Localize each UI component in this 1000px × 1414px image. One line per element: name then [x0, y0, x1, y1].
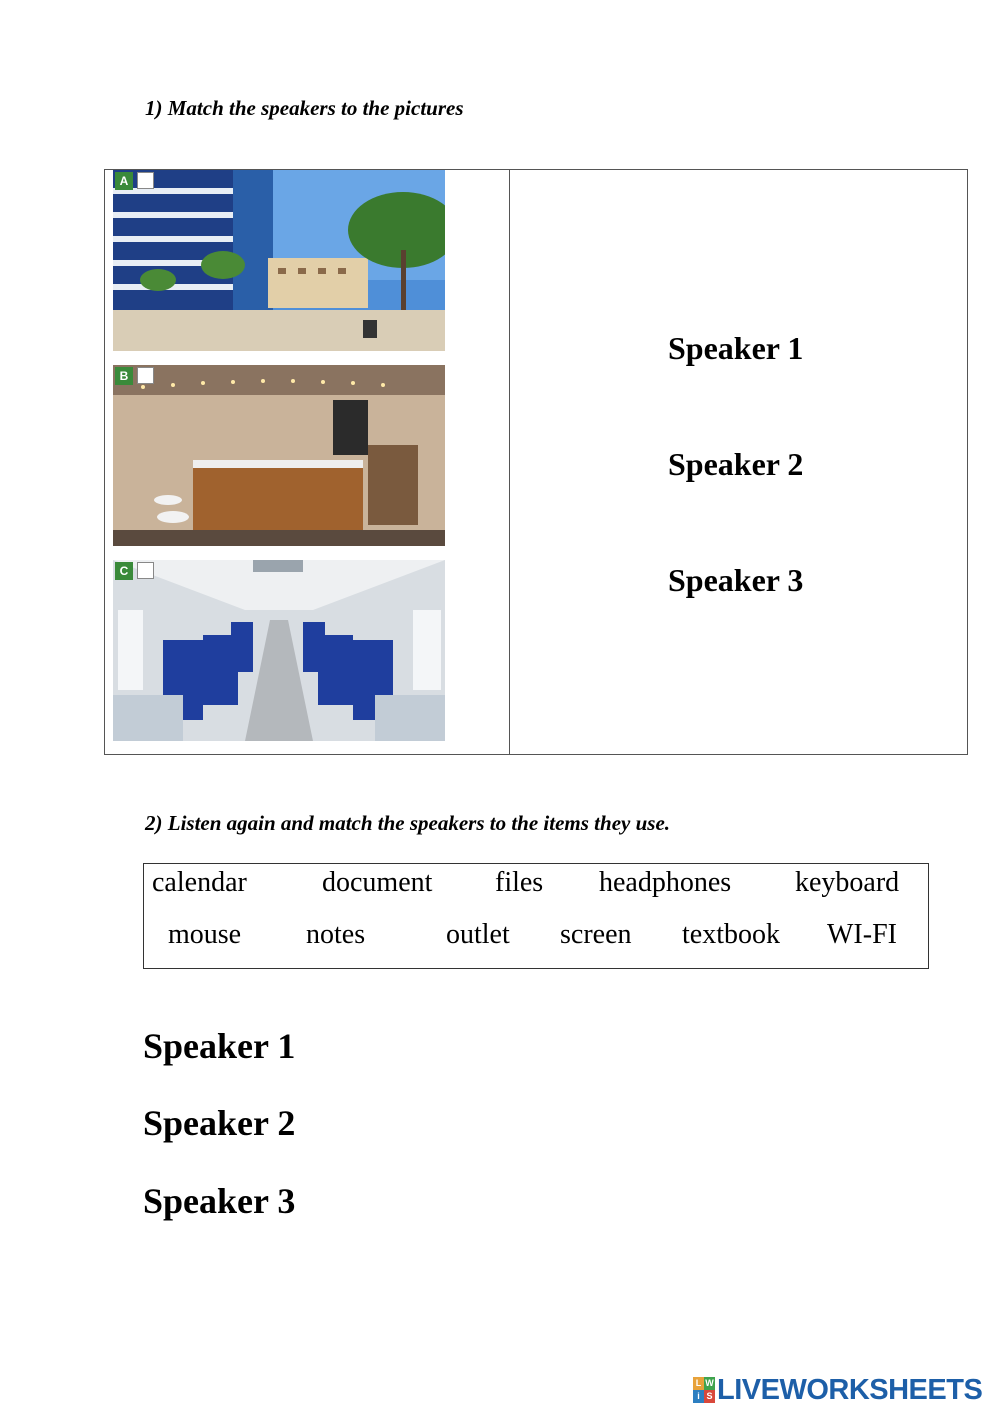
exercise1-instruction: 1) Match the speakers to the pictures [145, 96, 464, 120]
match-speaker-3[interactable]: Speaker 3 [668, 562, 804, 598]
word-notes: notes [306, 919, 366, 950]
word-document: document [322, 867, 433, 898]
picture-b-cafe [113, 365, 445, 546]
liveworksheets-logo-text: LIVEWORKSHEETS [717, 1373, 983, 1406]
match-speaker-2[interactable]: Speaker 2 [668, 446, 804, 482]
picture-a-city-square [113, 170, 445, 351]
word-mouse: mouse [168, 919, 242, 950]
match-table [104, 169, 968, 755]
liveworksheets-logo-icon: L W i S [693, 1377, 715, 1403]
word-wifi: WI-FI [827, 919, 897, 950]
picture-c-train-carriage [113, 560, 445, 741]
picture-c-answer-box[interactable] [137, 562, 154, 579]
picture-a-answer-box[interactable] [137, 172, 154, 189]
word-textbook: textbook [682, 919, 780, 950]
picture-c-letter: C [115, 562, 133, 580]
word-files: files [495, 867, 544, 898]
picture-b-letter: B [115, 367, 133, 385]
liveworksheets-logo [693, 1374, 982, 1406]
word-bank [143, 863, 929, 969]
match-speaker-1[interactable]: Speaker 1 [668, 330, 804, 366]
items-speaker-3: Speaker 3 [143, 1181, 296, 1221]
picture-a-letter: A [115, 172, 133, 190]
word-calendar: calendar [152, 867, 247, 898]
exercise2-instruction: 2) Listen again and match the speakers to the items they use. [145, 811, 671, 835]
items-speaker-2: Speaker 2 [143, 1103, 296, 1143]
word-screen: screen [560, 919, 632, 950]
word-headphones: headphones [599, 867, 732, 898]
word-outlet: outlet [446, 919, 510, 950]
items-speaker-1: Speaker 1 [143, 1026, 296, 1066]
word-keyboard: keyboard [795, 867, 900, 898]
table-divider [509, 170, 510, 754]
picture-b-answer-box[interactable] [137, 367, 154, 384]
